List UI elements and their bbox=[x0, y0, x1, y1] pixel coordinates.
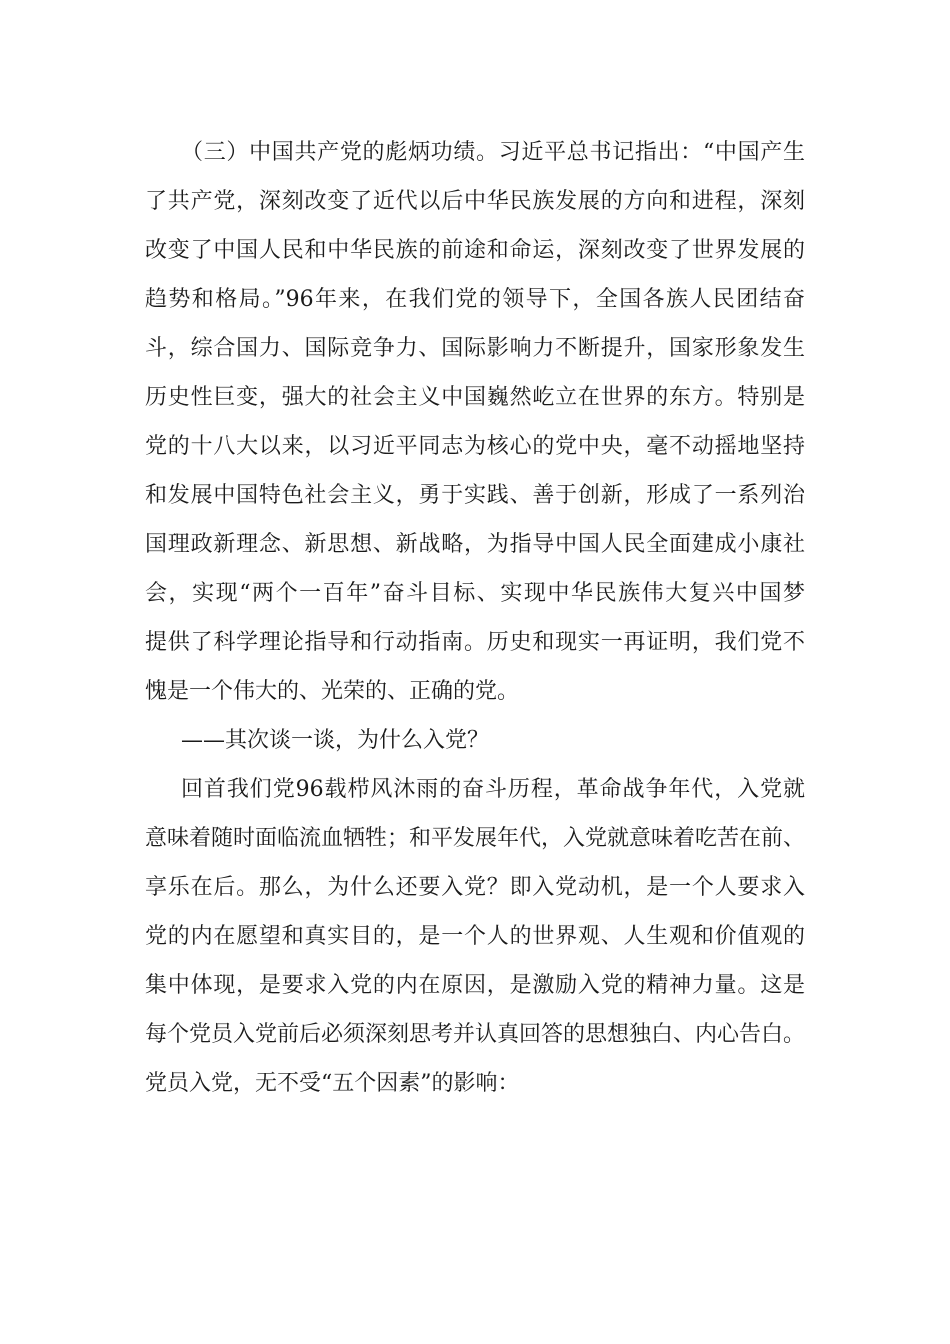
paragraph-line: 党员入党，无不受“五个因素”的影响： bbox=[145, 1071, 520, 1096]
paragraph-line: 了共产党，深刻改变了近代以后中华民族发展的方向和进程，深刻 bbox=[145, 189, 805, 214]
paragraph-line: 享乐在后。那么，为什么还要入党？即入党动机，是一个人要求入 bbox=[145, 875, 805, 900]
paragraph-line: 愧是一个伟大的、光荣的、正确的党。 bbox=[145, 679, 520, 704]
paragraph-line: 趋势和格局。”96年来，在我们党的领导下，全国各族人民团结奋 bbox=[145, 287, 805, 312]
paragraph-line: 党的内在愿望和真实目的，是一个人的世界观、人生观和价值观的 bbox=[145, 924, 805, 949]
paragraph-line: 集中体现，是要求入党的内在原因，是激励入党的精神力量。这是 bbox=[145, 973, 805, 998]
paragraph-line: 提供了科学理论指导和行动指南。历史和现实一再证明，我们党不 bbox=[145, 630, 805, 655]
paragraph-line: 回首我们党96载栉风沐雨的奋斗历程，革命战争年代，入党就 bbox=[181, 777, 805, 802]
section-heading-why-join bbox=[145, 716, 805, 765]
paragraph-line: 改变了中国人民和中华民族的前途和命运，深刻改变了世界发展的 bbox=[145, 238, 805, 263]
paragraph-line: 会，实现“两个一百年”奋斗目标、实现中华民族伟大复兴中国梦 bbox=[145, 581, 805, 606]
paragraph-line: 党的十八大以来，以习近平同志为核心的党中央，毫不动摇地坚持 bbox=[145, 434, 805, 459]
section-heading: ——其次谈一谈，为什么入党？ bbox=[181, 728, 490, 753]
paragraph-line: 国理政新理念、新思想、新战略，为指导中国人民全面建成小康社 bbox=[145, 532, 805, 557]
paragraph-line: 历史性巨变，强大的社会主义中国巍然屹立在世界的东方。特别是 bbox=[145, 385, 805, 410]
paragraph-line: 意味着随时面临流血牺牲；和平发展年代，入党就意味着吃苦在前、 bbox=[145, 826, 805, 851]
paragraph-line: 斗，综合国力、国际竞争力、国际影响力不断提升，国家形象发生 bbox=[145, 336, 805, 361]
document-body bbox=[145, 128, 805, 1108]
paragraph-line: 和发展中国特色社会主义，勇于实践、善于创新，形成了一系列治 bbox=[145, 483, 805, 508]
paragraph-join-motivation bbox=[145, 765, 805, 1108]
paragraph-line: 每个党员入党前后必须深刻思考并认真回答的思想独白、内心告白。 bbox=[145, 1022, 805, 1047]
paragraph-line: （三）中国共产党的彪炳功绩。习近平总书记指出：“中国产生 bbox=[181, 140, 805, 165]
paragraph-party-achievements bbox=[145, 128, 805, 716]
